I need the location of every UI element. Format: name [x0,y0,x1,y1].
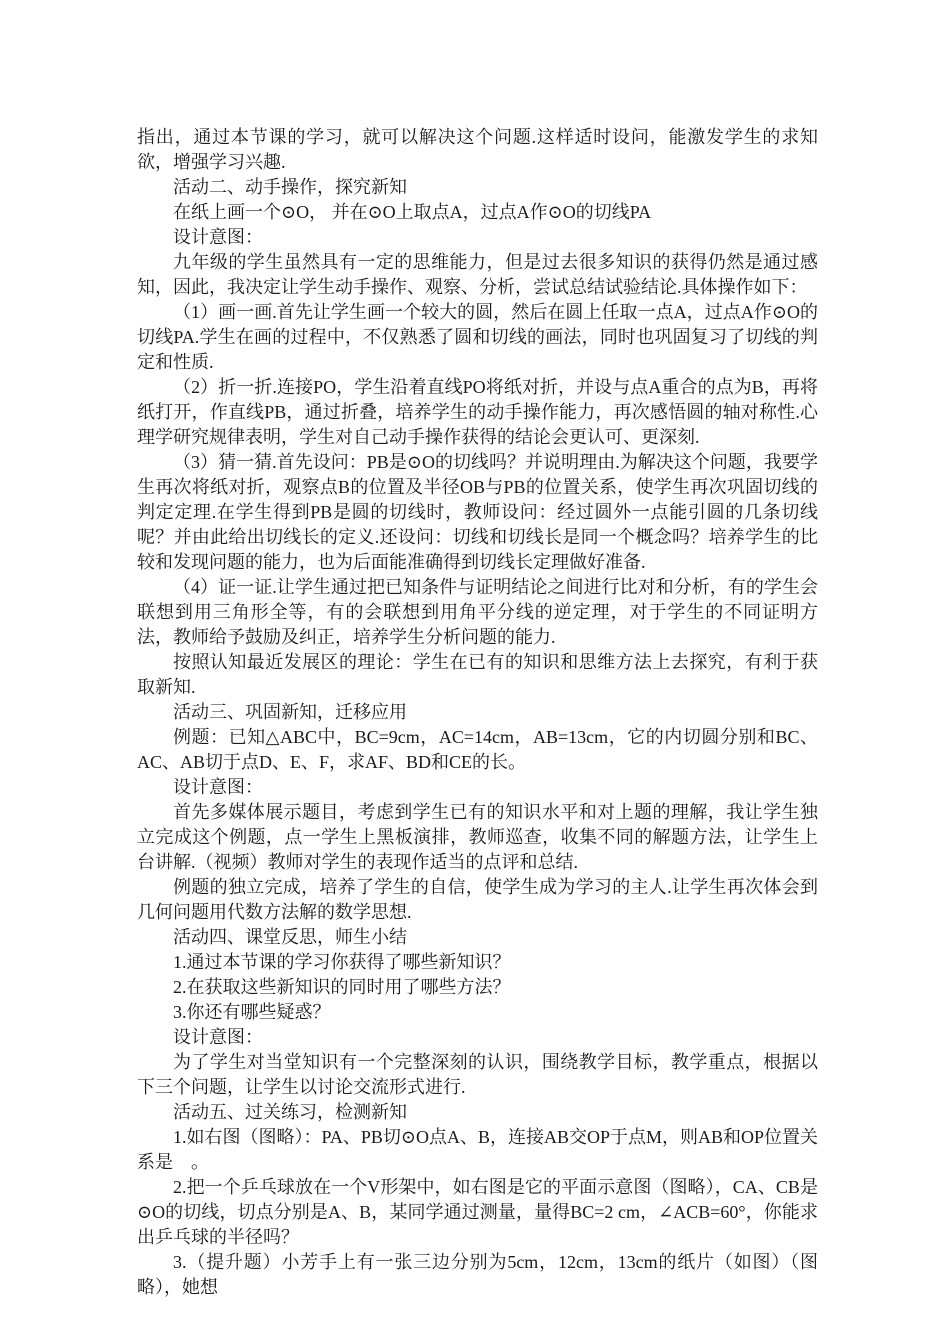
step-4-prove: （4）证一证.让学生通过把已知条件与证明结论之间进行比对和分析，有的学生会联想到用三角形全等，有的会联想到用角平分线的逆定理，对于学生的不同证明方法，教师给予鼓励及纠正，培养学生分析问题的能力. [137,577,818,647]
activity-5-heading: 活动五、过关练习，检测新知 [173,1102,407,1122]
step-2-fold: （2）折一折.连接PO，学生沿着直线PO将纸对折，并设与点A重合的点为B，再将纸打开，作直线PB，通过折叠，培养学生的动手操作能力，再次感悟圆的轴对称性.心理学研究规律表明，学生对自己动手操作获得的结论会更认可、更深刻. [137,377,818,447]
reflection-question-1: 1.通过本节课的学习你获得了哪些新知识？ [173,952,511,972]
exercise-item-1: 1.如右图（图略）：PA、PB切⊙O点A、B，连接AB交OP于点M，则AB和OP位置关系是 。 [137,1127,818,1172]
activity-2-task: 在纸上画一个⊙O， 并在⊙O上取点A，过点A作⊙O的切线PA [173,202,652,222]
reflection-question-2: 2.在获取这些新知识的同时用了哪些方法？ [173,977,511,997]
paragraph: 按照认知最近发展区的理论：学生在已有的知识和思维方法上去探究，有利于获取新知. [137,652,818,697]
activity-2-heading: 活动二、动手操作，探究新知 [173,177,407,197]
activity-4-heading: 活动四、课堂反思，师生小结 [173,927,407,947]
paragraph-continuation: 指出，通过本节课的学习，就可以解决这个问题.这样适时设问，能激发学生的求知欲，增强学习兴趣. [137,127,818,172]
paragraph: 首先多媒体展示题目，考虑到学生已有的知识水平和对上题的理解，我让学生独立完成这个例题，点一学生上黑板演排，教师巡查，收集不同的解题方法，让学生上台讲解.（视频）教师对学生的表现作适当的点评和总结. [137,802,818,872]
design-intent-label: 设计意图： [173,227,263,247]
paragraph: 九年级的学生虽然具有一定的思维能力，但是过去很多知识的获得仍然是通过感知，因此，我决定让学生动手操作、观察、分析，尝试总结试验结论.具体操作如下： [137,252,818,297]
exercise-item-3: 3.（提升题）小芳手上有一张三边分别为5cm，12cm，13cm的纸片（如图）（图略），她想 [137,1252,818,1297]
design-intent-label: 设计意图： [173,1027,263,1047]
reflection-question-3: 3.你还有哪些疑惑？ [173,1002,331,1022]
step-3-guess: （3）猜一猜.首先设问：PB是⊙O的切线吗？并说明理由.为解决这个问题，我要学生再次将纸对折，观察点B的位置及半径OB与PB的位置关系，使学生再次巩固切线的判定定理.在学生得到PB是圆的切线时，教师设问：经过圆外一点能引圆的几条切线呢？并由此给出切线长的定义.还设问：切线和切线长是同一个概念吗？培养学生的比较和发现问题的能力，也为后面能准确得到切线长定理做好准备. [137,452,818,572]
step-1-draw: （1）画一画.首先让学生画一个较大的圆，然后在圆上任取一点A，过点A作⊙O的切线PA.学生在画的过程中，不仅熟悉了圆和切线的画法，同时也巩固复习了切线的判定和性质. [137,302,818,372]
paragraph: 为了学生对当堂知识有一个完整深刻的认识，围绕教学目标，教学重点，根据以下三个问题，让学生以讨论交流形式进行. [137,1052,818,1097]
example-problem: 例题：已知△ABC中，BC=9cm，AC=14cm，AB=13cm，它的内切圆分别和BC、AC、AB切于点D、E、F，求AF、BD和CE的长。 [137,727,818,772]
design-intent-label: 设计意图： [173,777,263,797]
exercise-item-2: 2.把一个乒乓球放在一个V形架中，如右图是它的平面示意图（图略），CA、CB是⊙O的切线，切点分别是A、B，某同学通过测量，量得BC=2 cm，∠ACB=60°，你能求出乒乓球的半径吗？ [137,1177,818,1247]
activity-3-heading: 活动三、巩固新知，迁移应用 [173,702,407,722]
paragraph: 例题的独立完成，培养了学生的自信，使学生成为学习的主人.让学生再次体会到几何问题用代数方法解的数学思想. [137,877,818,922]
